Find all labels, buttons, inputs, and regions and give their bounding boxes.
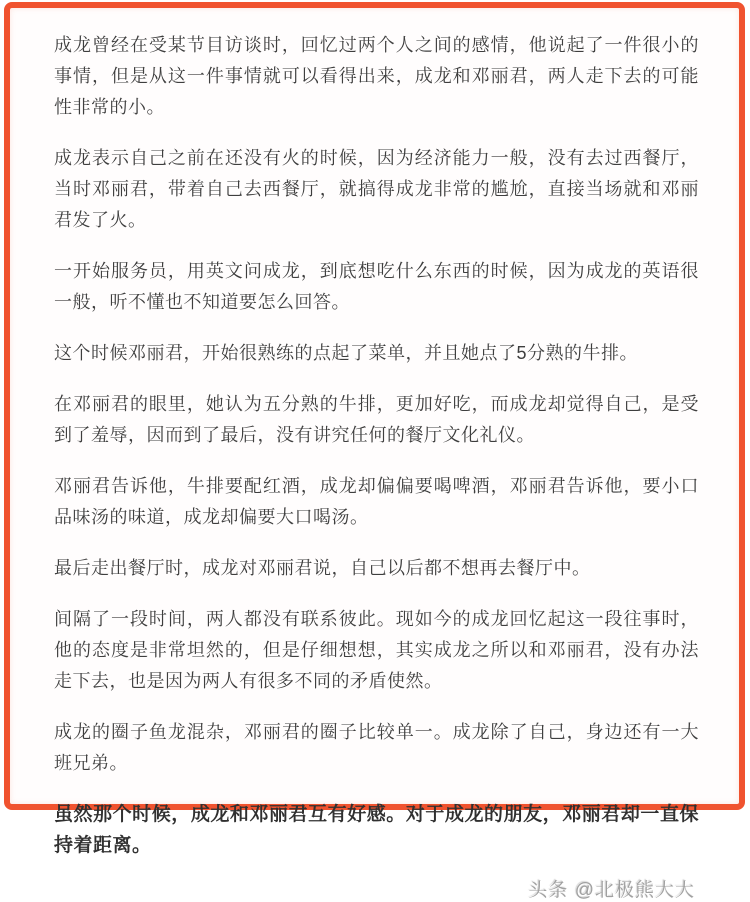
paragraph-5: 在邓丽君的眼里，她认为五分熟的牛排，更加好吃，而成龙却觉得自己，是受到了羞辱，因而到了最后，没有讲究任何的餐厅文化礼仪。 <box>54 394 699 445</box>
author-watermark: 头条 @北极熊大大 <box>528 880 695 901</box>
paragraph-7: 最后走出餐厅时，成龙对邓丽君说，自己以后都不想再去餐厅中。 <box>54 558 591 578</box>
paragraph-10-emphasis: 虽然那个时候，成龙和邓丽君互有好感。对于成龙的朋友，邓丽君却一直保持着距离。 <box>54 804 699 856</box>
article-card <box>4 2 745 901</box>
paragraph-6: 邓丽君告诉他，牛排要配红酒，成龙却偏偏要喝啤酒，邓丽君告诉他，要小口品味汤的味道，成龙却偏要大口喝汤。 <box>54 476 699 527</box>
paragraph-4: 这个时候邓丽君，开始很熟练的点起了菜单，并且她点了5分熟的牛排。 <box>54 343 639 363</box>
paragraph-1: 成龙曾经在受某节目访谈时，回忆过两个人之间的感情，他说起了一件很小的事情，但是从这一件事情就可以看得出来，成龙和邓丽君，两人走下去的可能性非常的小。 <box>54 35 699 117</box>
paragraph-3: 一开始服务员，用英文问成龙，到底想吃什么东西的时候，因为成龙的英语很一般，听不懂也不知道要怎么回答。 <box>54 261 699 312</box>
paragraph-2: 成龙表示自己之前在还没有火的时候，因为经济能力一般，没有去过西餐厅，当时邓丽君，带着自己去西餐厅，就搞得成龙非常的尴尬，直接当场就和邓丽君发了火。 <box>54 148 699 230</box>
paragraph-8: 间隔了一段时间，两人都没有联系彼此。现如今的成龙回忆起这一段往事时，他的态度是非常坦然的，但是仔细想想，其实成龙之所以和邓丽君，没有办法走下去，也是因为两人有很多不同的矛盾使然。 <box>54 609 699 691</box>
paragraph-9: 成龙的圈子鱼龙混杂，邓丽君的圈子比较单一。成龙除了自己，身边还有一大班兄弟。 <box>54 722 699 773</box>
article-body <box>54 30 699 861</box>
